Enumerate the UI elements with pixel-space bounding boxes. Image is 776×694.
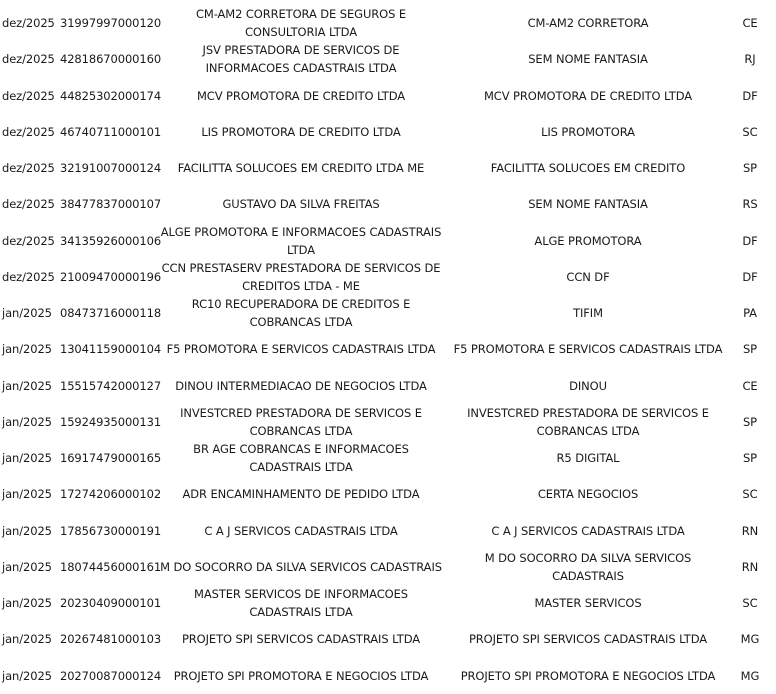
- row-razao-social-text: GUSTAVO DA SILVA FREITAS: [222, 197, 380, 212]
- row-nome-fantasia-text: FACILITTA SOLUCOES EM CREDITO: [490, 161, 686, 175]
- row-cnpj: [60, 78, 160, 114]
- table-row: [0, 440, 776, 476]
- row-cnpj-text: 20270087000124: [60, 668, 162, 683]
- row-nome-fantasia: [448, 658, 728, 694]
- row-uf: [733, 549, 767, 585]
- row-cnpj: [60, 513, 160, 549]
- row-nome-fantasia-text: SEM NOME FANTASIA: [528, 52, 648, 67]
- row-cnpj-text: 46740711000101: [60, 124, 162, 139]
- row-cnpj: [60, 331, 160, 367]
- row-cnpj: [60, 295, 160, 331]
- row-razao-social: [160, 150, 442, 186]
- row-date-text: dez/2025: [2, 16, 55, 30]
- row-cnpj-text: 17856730000191: [60, 523, 162, 538]
- row-uf-text: DF: [742, 269, 758, 284]
- row-date: [0, 150, 57, 186]
- row-razao-social: [160, 295, 442, 331]
- row-razao-social-text: FACILITTA SOLUCOES EM CREDITO LTDA ME: [177, 161, 425, 175]
- row-date: [0, 658, 57, 694]
- table-row: [0, 476, 776, 512]
- table-row: [0, 658, 776, 694]
- row-nome-fantasia: [448, 368, 728, 404]
- row-nome-fantasia-text: MCV PROMOTORA DE CREDITO LTDA: [483, 88, 693, 103]
- row-cnpj-text: 42818670000160: [60, 52, 162, 67]
- row-uf: [733, 476, 767, 512]
- row-uf-text: SC: [742, 596, 758, 610]
- row-date-text: dez/2025: [2, 52, 55, 67]
- row-cnpj-text: 17274206000102: [60, 487, 162, 502]
- row-nome-fantasia-text: PROJETO SPI SERVICOS CADASTRAIS LTDA: [468, 632, 708, 647]
- row-cnpj-text: 16917479000165: [60, 451, 162, 465]
- row-date-text: dez/2025: [2, 161, 55, 175]
- table-row: [0, 549, 776, 585]
- row-razao-social: [160, 440, 442, 476]
- row-date: [0, 295, 57, 331]
- row-nome-fantasia-text: CCN DF: [566, 269, 610, 284]
- row-date-text: jan/2025: [2, 487, 52, 502]
- row-uf-text: MG: [740, 632, 760, 647]
- row-cnpj: [60, 585, 160, 621]
- row-date: [0, 78, 57, 114]
- row-cnpj: [60, 186, 160, 222]
- row-uf-text: DF: [742, 233, 758, 248]
- row-uf-text: SC: [742, 487, 758, 502]
- row-uf-text: MG: [740, 668, 760, 683]
- row-uf: [733, 440, 767, 476]
- row-cnpj-text: 13041159000104: [60, 342, 162, 357]
- row-date: [0, 259, 57, 295]
- row-nome-fantasia-text: TIFIM: [573, 306, 603, 320]
- row-date: [0, 5, 57, 41]
- row-uf-text: DF: [742, 88, 758, 103]
- row-date-text: jan/2025: [2, 378, 52, 393]
- row-date-text: jan/2025: [2, 559, 52, 574]
- row-date-text: jan/2025: [2, 451, 52, 465]
- row-date: [0, 404, 57, 440]
- row-razao-social: [160, 513, 442, 549]
- row-cnpj: [60, 5, 160, 41]
- table-row: [0, 513, 776, 549]
- row-nome-fantasia: [448, 404, 728, 440]
- row-uf: [733, 78, 767, 114]
- row-date-text: dez/2025: [2, 88, 55, 103]
- row-razao-social-text: F5 PROMOTORA E SERVICOS CADASTRAIS LTDA: [166, 342, 436, 357]
- row-razao-social-text: BR AGE COBRANCAS E INFORMACOES CADASTRAIS LTDA: [193, 442, 409, 474]
- row-razao-social-text: JSV PRESTADORA DE SERVICOS DE INFORMACOES CADASTRAIS LTDA: [202, 43, 400, 76]
- table-row: [0, 150, 776, 186]
- table-row: [0, 259, 776, 295]
- row-uf: [733, 41, 767, 77]
- row-date-text: jan/2025: [2, 523, 52, 538]
- row-nome-fantasia-text: C A J SERVICOS CADASTRAIS LTDA: [491, 523, 685, 538]
- row-razao-social-text: MCV PROMOTORA DE CREDITO LTDA: [196, 88, 406, 103]
- row-date-text: jan/2025: [2, 596, 52, 610]
- row-razao-social-text: DINOU INTERMEDIACAO DE NEGOCIOS LTDA: [175, 378, 427, 393]
- table-row: [0, 41, 776, 77]
- row-date-text: jan/2025: [2, 632, 52, 647]
- row-uf: [733, 368, 767, 404]
- row-razao-social: [160, 404, 442, 440]
- row-date-text: dez/2025: [2, 269, 55, 284]
- row-date: [0, 476, 57, 512]
- table-row: [0, 404, 776, 440]
- row-razao-social-text: C A J SERVICOS CADASTRAIS LTDA: [204, 523, 398, 538]
- row-cnpj: [60, 150, 160, 186]
- row-cnpj: [60, 41, 160, 77]
- row-date-text: dez/2025: [2, 197, 55, 212]
- row-uf-text: SP: [742, 414, 758, 429]
- row-nome-fantasia: [448, 150, 728, 186]
- row-date: [0, 621, 57, 657]
- row-cnpj: [60, 368, 160, 404]
- row-date: [0, 368, 57, 404]
- row-nome-fantasia: [448, 440, 728, 476]
- row-uf: [733, 404, 767, 440]
- row-cnpj-text: 20267481000103: [60, 632, 162, 647]
- row-razao-social-text: MASTER SERVICOS DE INFORMACOES CADASTRAIS LTDA: [194, 587, 408, 619]
- row-uf: [733, 295, 767, 331]
- row-razao-social-text: CCN PRESTASERV PRESTADORA DE SERVICOS DE CREDITOS LTDA - ME: [161, 260, 441, 293]
- row-date: [0, 513, 57, 549]
- table-row: [0, 5, 776, 41]
- row-uf: [733, 513, 767, 549]
- row-uf: [733, 585, 767, 621]
- row-razao-social: [160, 621, 442, 657]
- row-nome-fantasia: [448, 549, 728, 585]
- row-date-text: dez/2025: [2, 124, 55, 139]
- row-razao-social: [160, 549, 442, 585]
- table-row: [0, 114, 776, 150]
- row-uf: [733, 5, 767, 41]
- row-nome-fantasia: [448, 186, 728, 222]
- row-uf: [733, 658, 767, 694]
- row-nome-fantasia: [448, 513, 728, 549]
- table-row: [0, 621, 776, 657]
- row-uf: [733, 114, 767, 150]
- row-nome-fantasia-text: F5 PROMOTORA E SERVICOS CADASTRAIS LTDA: [453, 342, 723, 357]
- row-date-text: jan/2025: [2, 668, 52, 683]
- row-nome-fantasia-text: PROJETO SPI PROMOTORA E NEGOCIOS LTDA: [460, 668, 716, 683]
- row-nome-fantasia: [448, 621, 728, 657]
- row-cnpj-text: 21009470000196: [60, 269, 162, 284]
- row-date-text: jan/2025: [2, 414, 52, 429]
- row-razao-social: [160, 259, 442, 295]
- row-nome-fantasia-text: CM-AM2 CORRETORA: [527, 16, 649, 30]
- row-cnpj: [60, 440, 160, 476]
- row-razao-social-text: RC10 RECUPERADORA DE CREDITOS E COBRANCAS LTDA: [191, 297, 411, 329]
- row-cnpj: [60, 114, 160, 150]
- row-date: [0, 585, 57, 621]
- row-cnpj-text: 38477837000107: [60, 197, 162, 212]
- row-razao-social: [160, 78, 442, 114]
- row-razao-social: [160, 114, 442, 150]
- row-cnpj: [60, 658, 160, 694]
- row-date-text: jan/2025: [2, 306, 52, 320]
- row-uf: [733, 186, 767, 222]
- row-date: [0, 41, 57, 77]
- row-uf-text: SC: [742, 124, 758, 139]
- row-razao-social: [160, 223, 442, 259]
- row-cnpj-text: 08473716000118: [60, 306, 162, 320]
- row-cnpj-text: 18074456000161: [60, 559, 162, 574]
- row-razao-social: [160, 585, 442, 621]
- row-nome-fantasia: [448, 331, 728, 367]
- row-nome-fantasia: [448, 223, 728, 259]
- row-cnpj-text: 15515742000127: [60, 378, 162, 393]
- row-uf-text: SP: [742, 342, 758, 357]
- row-nome-fantasia-text: DINOU: [569, 378, 607, 393]
- row-razao-social: [160, 658, 442, 694]
- table-row: [0, 78, 776, 114]
- row-nome-fantasia-text: MASTER SERVICOS: [534, 596, 642, 610]
- row-nome-fantasia: [448, 114, 728, 150]
- row-nome-fantasia-text: R5 DIGITAL: [556, 451, 620, 465]
- row-uf-text: CE: [742, 16, 758, 30]
- row-uf: [733, 223, 767, 259]
- row-uf-text: SP: [742, 161, 758, 175]
- row-cnpj-text: 20230409000101: [60, 596, 162, 610]
- row-nome-fantasia: [448, 78, 728, 114]
- row-uf-text: RN: [741, 523, 759, 538]
- row-date-text: dez/2025: [2, 233, 55, 248]
- row-nome-fantasia: [448, 41, 728, 77]
- row-razao-social: [160, 368, 442, 404]
- row-uf-text: RN: [741, 559, 759, 574]
- row-date: [0, 223, 57, 259]
- table-row: [0, 295, 776, 331]
- row-razao-social: [160, 5, 442, 41]
- row-uf-text: CE: [742, 378, 758, 393]
- row-date: [0, 440, 57, 476]
- row-razao-social-text: CM-AM2 CORRETORA DE SEGUROS E CONSULTORIA LTDA: [195, 7, 407, 39]
- row-cnpj: [60, 476, 160, 512]
- row-cnpj-text: 31997997000120: [60, 16, 162, 30]
- row-date: [0, 114, 57, 150]
- row-uf: [733, 331, 767, 367]
- row-cnpj: [60, 549, 160, 585]
- table-row: [0, 585, 776, 621]
- row-cnpj-text: 32191007000124: [60, 161, 162, 175]
- row-cnpj: [60, 404, 160, 440]
- table-row: [0, 223, 776, 259]
- row-cnpj: [60, 259, 160, 295]
- row-cnpj: [60, 621, 160, 657]
- row-razao-social-text: PROJETO SPI SERVICOS CADASTRAIS LTDA: [181, 632, 421, 647]
- row-date: [0, 331, 57, 367]
- row-nome-fantasia: [448, 5, 728, 41]
- row-razao-social-text: INVESTCRED PRESTADORA DE SERVICOS E COBRANCAS LTDA: [180, 405, 422, 438]
- row-razao-social: [160, 331, 442, 367]
- row-razao-social: [160, 41, 442, 77]
- row-razao-social: [160, 186, 442, 222]
- table-row: [0, 368, 776, 404]
- row-razao-social-text: LIS PROMOTORA DE CREDITO LTDA: [201, 124, 401, 139]
- row-uf-text: RS: [742, 197, 758, 212]
- row-nome-fantasia-text: ALGE PROMOTORA: [534, 233, 642, 248]
- row-nome-fantasia-text: INVESTCRED PRESTADORA DE SERVICOS E COBRANCAS LTDA: [467, 405, 709, 438]
- row-date: [0, 186, 57, 222]
- row-nome-fantasia: [448, 476, 728, 512]
- row-uf: [733, 150, 767, 186]
- row-razao-social-text: ALGE PROMOTORA E INFORMACOES CADASTRAIS LTDA: [160, 224, 442, 257]
- row-uf-text: PA: [743, 306, 757, 320]
- row-razao-social: [160, 476, 442, 512]
- row-razao-social-text: M DO SOCORRO DA SILVA SERVICOS CADASTRAIS: [160, 559, 442, 574]
- row-date: [0, 549, 57, 585]
- row-nome-fantasia: [448, 295, 728, 331]
- table-row: [0, 186, 776, 222]
- row-nome-fantasia-text: CERTA NEGOCIOS: [537, 487, 639, 502]
- row-uf-text: SP: [742, 451, 758, 465]
- row-razao-social-text: ADR ENCAMINHAMENTO DE PEDIDO LTDA: [182, 487, 420, 502]
- row-uf: [733, 621, 767, 657]
- row-uf-text: RJ: [744, 52, 756, 67]
- row-date-text: jan/2025: [2, 342, 52, 357]
- table-row: [0, 331, 776, 367]
- row-nome-fantasia: [448, 585, 728, 621]
- row-cnpj-text: 44825302000174: [60, 88, 162, 103]
- row-cnpj-text: 15924935000131: [60, 414, 162, 429]
- row-uf: [733, 259, 767, 295]
- row-nome-fantasia-text: M DO SOCORRO DA SILVA SERVICOS CADASTRAIS: [484, 550, 692, 583]
- row-nome-fantasia: [448, 259, 728, 295]
- row-nome-fantasia-text: SEM NOME FANTASIA: [528, 197, 648, 212]
- row-nome-fantasia-text: LIS PROMOTORA: [541, 124, 635, 139]
- row-razao-social-text: PROJETO SPI PROMOTORA E NEGOCIOS LTDA: [173, 668, 429, 683]
- row-cnpj: [60, 223, 160, 259]
- row-cnpj-text: 34135926000106: [60, 233, 162, 248]
